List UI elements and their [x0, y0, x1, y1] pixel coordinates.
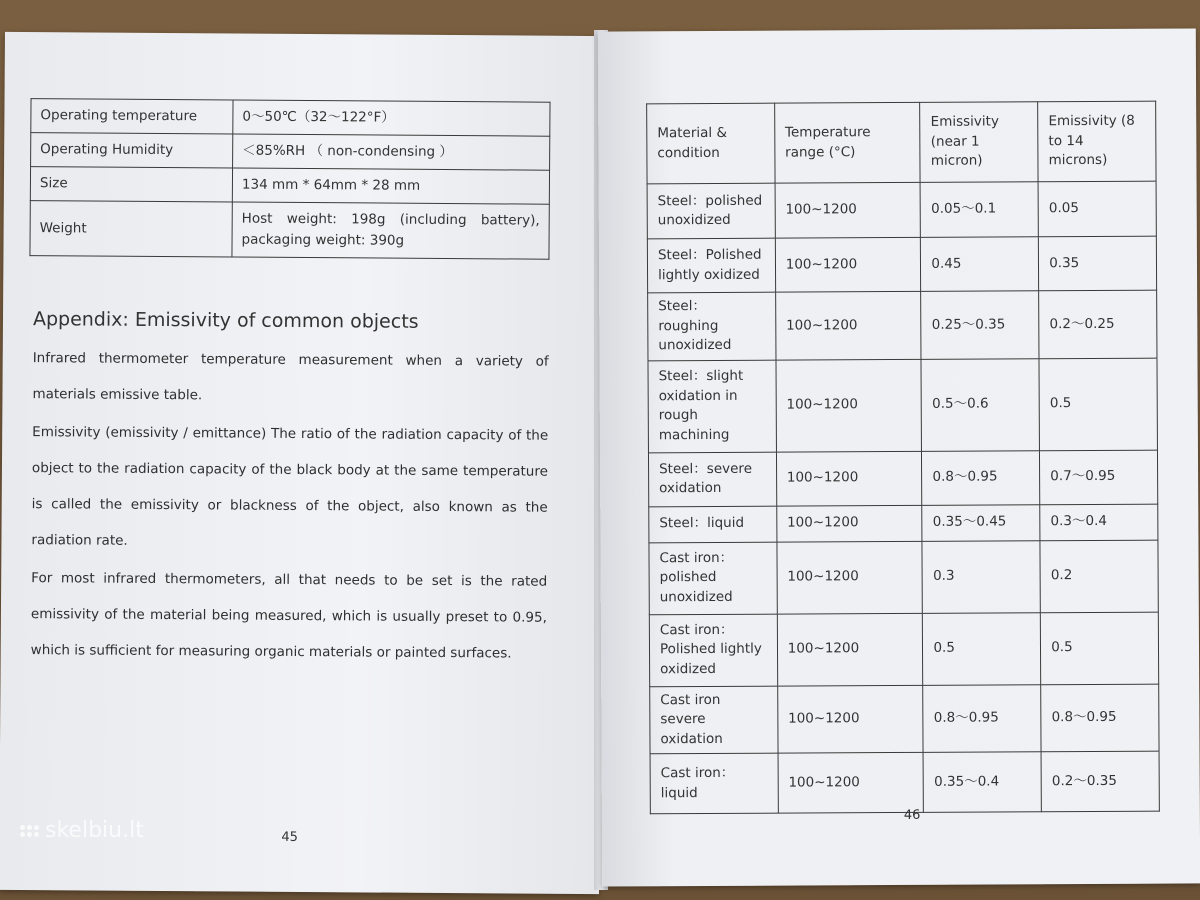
table-cell: 0.35 [1039, 236, 1157, 291]
table-cell: 0.35～0.4 [923, 752, 1041, 813]
spec-row [31, 99, 550, 137]
emissivity-header-row [647, 101, 1156, 184]
table-cell: Steel：roughing unoxidized [648, 292, 776, 360]
table-row [650, 684, 1159, 754]
table-cell: 0.5～0.6 [921, 358, 1039, 451]
table-cell: 0.3～0.4 [1040, 504, 1158, 541]
appendix-title: Appendix: Emissivity of common objects [32, 308, 419, 333]
table-cell: 0.2 [1040, 540, 1158, 613]
thermometer-setting-paragraph: For most infrared thermometers, all that needs to be set is the rated emissivity of the material being measured, which is usually preset to 0.95, which is sufficient for measuring organic materials or painted surfaces. [30, 570, 548, 662]
table-cell: 100~1200 [778, 752, 924, 813]
column-header: Temperature range (°C) [774, 102, 920, 183]
table-row [649, 504, 1158, 543]
table-cell: 0.3 [922, 540, 1040, 613]
spec-row [30, 167, 549, 205]
table-row [648, 358, 1157, 453]
table-cell: 0.8～0.95 [922, 450, 1040, 505]
table-row [650, 751, 1159, 814]
table-cell: Cast iron：liquid [650, 753, 778, 814]
right-page [598, 28, 1200, 886]
table-row [647, 181, 1156, 239]
emissivity-table [646, 101, 1160, 815]
table-cell: Steel：liquid [649, 506, 777, 543]
spec-value: 0～50℃（32～122°F） [233, 100, 550, 136]
table-cell: 100~1200 [775, 237, 921, 292]
table-cell: Steel：severe oxidation [648, 452, 776, 507]
table-cell: 0.35～0.45 [922, 504, 1040, 541]
table-cell: Steel：slight oxidation in rough machining [648, 360, 776, 453]
table-cell: 0.45 [921, 237, 1039, 292]
spec-key: Operating Humidity [31, 133, 233, 168]
spec-key: Operating temperature [31, 99, 233, 134]
table-cell: 100~1200 [776, 451, 922, 506]
spec-value: Host weight: 198g (including battery), packaging weight: 390g [232, 202, 549, 259]
column-header: Material & condition [647, 103, 775, 184]
spec-row [30, 201, 549, 260]
table-cell: 0.05 [1038, 181, 1156, 237]
table-cell: Cast iron：Polished lightly oxidized [649, 614, 777, 687]
table-cell: 100~1200 [776, 505, 922, 542]
table-cell: Cast iron severe oxidation [650, 686, 778, 754]
table-row [649, 540, 1158, 615]
table-cell: 0.8～0.95 [923, 684, 1041, 752]
spec-key: Size [30, 167, 232, 202]
table-cell: 100~1200 [777, 541, 923, 614]
table-cell: 0.7～0.95 [1040, 450, 1158, 505]
table-row [647, 236, 1156, 293]
spec-value: ＜85%RH （ non-condensing ） [233, 134, 550, 170]
intro-paragraph: Infrared thermometer temperature measurement when a variety of materials emissive table. [32, 350, 549, 404]
table-cell: 0.2～0.35 [1041, 751, 1159, 812]
column-header: Emissivity (8 to 14 microns) [1038, 101, 1156, 182]
emissivity-definition-paragraph: Emissivity (emissivity / emittance) The ratio of the radiation capacity of the object to the radiation capacity of the black body at the same temperature is called the emissivity or blackness of the object, also known as the radiation rate. [31, 424, 549, 549]
table-cell: 100~1200 [775, 182, 921, 238]
watermark [20, 818, 144, 843]
table-cell: 0.5 [1040, 612, 1158, 685]
page-number-left: 45 [281, 829, 298, 845]
table-row [648, 450, 1157, 507]
page-number-right: 46 [903, 807, 921, 823]
table-cell: Cast iron：polished unoxidized [649, 542, 777, 615]
spec-row [31, 133, 550, 171]
table-cell: 0.5 [1039, 358, 1157, 451]
table-cell: Steel：Polished lightly oxidized [647, 238, 775, 293]
spec-key: Weight [30, 201, 232, 257]
left-page [0, 32, 605, 894]
table-cell: 100~1200 [777, 613, 923, 686]
table-cell: 0.2～0.25 [1039, 290, 1157, 358]
table-row [649, 612, 1158, 687]
table-cell: 100~1200 [776, 359, 922, 452]
spec-value: 134 mm * 64mm * 28 mm [232, 168, 549, 204]
table-cell: 0.8～0.95 [1041, 684, 1159, 752]
watermark-logo-icon [20, 825, 39, 837]
appendix-section [31, 308, 550, 674]
watermark-text: skelbiu.lt [45, 818, 144, 843]
table-cell: 0.25～0.35 [921, 291, 1039, 359]
table-cell: 0.5 [923, 612, 1041, 685]
table-cell: 100~1200 [775, 291, 921, 359]
table-cell: 100~1200 [777, 685, 923, 753]
table-cell: Steel：polished unoxidized [647, 183, 775, 239]
column-header: Emissivity (near 1 micron) [920, 102, 1038, 183]
table-row [648, 290, 1157, 360]
table-cell: 0.05～0.1 [920, 182, 1038, 238]
spec-table [29, 98, 550, 260]
